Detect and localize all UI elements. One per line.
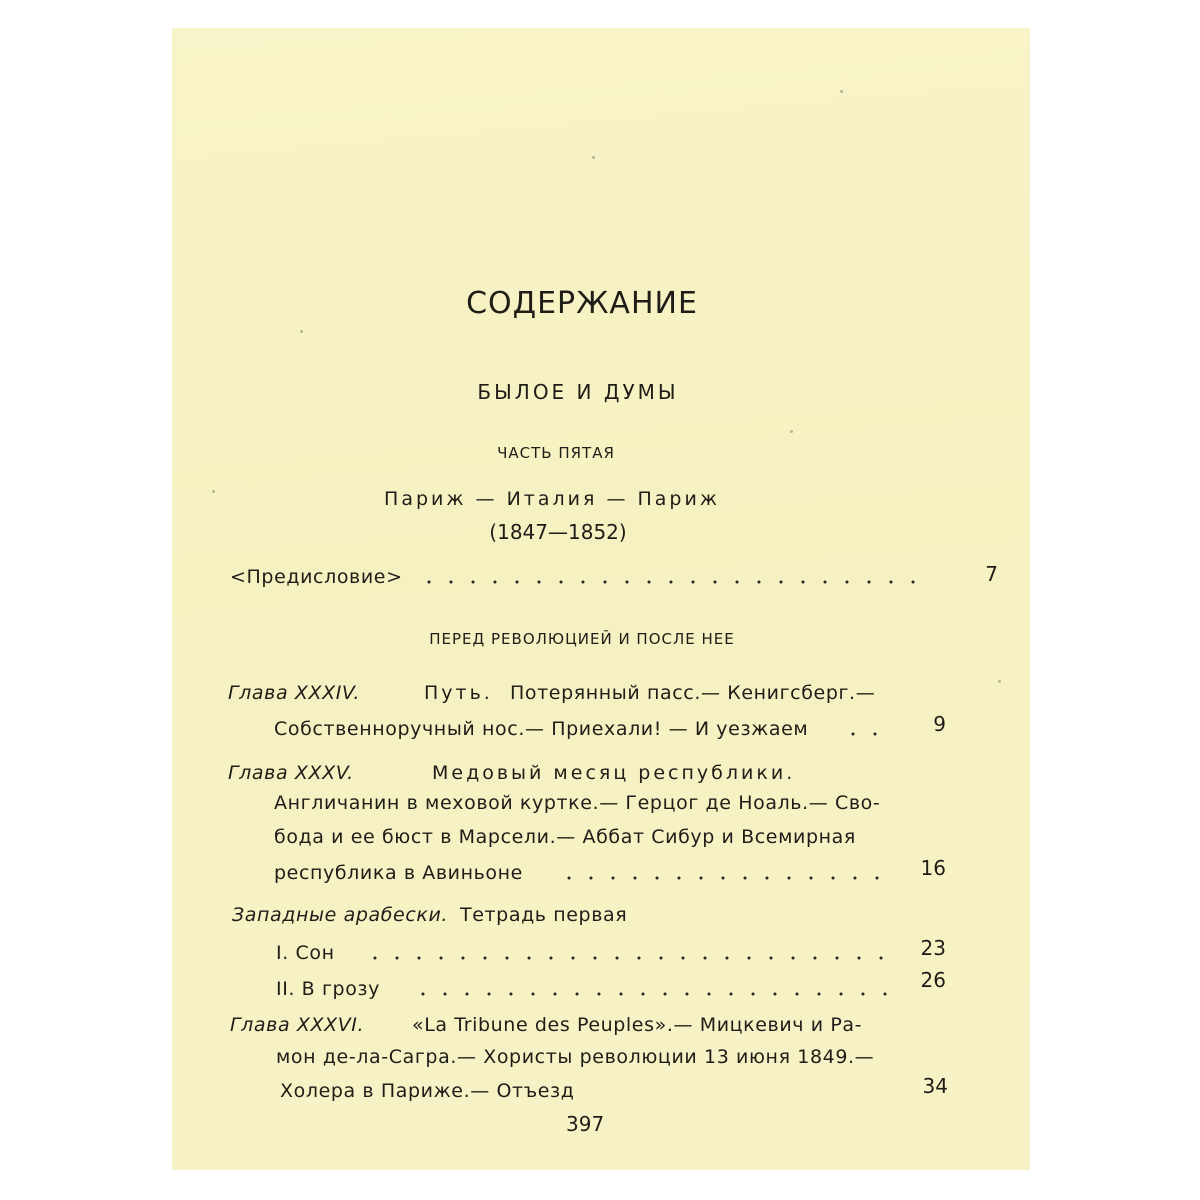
chapter-label: Глава XXXIV. <box>228 682 360 704</box>
toc-entry-arabesques[interactable] <box>232 904 932 928</box>
part-heading: ЧАСТЬ ПЯТАЯ <box>497 444 615 462</box>
chapter-label: Глава XXXV. <box>228 762 354 784</box>
chapter-title: Медовый месяц республики. <box>432 762 796 784</box>
toc-page-number: 34 <box>922 1074 948 1098</box>
leader-dots <box>412 992 890 996</box>
toc-entry-label: I. Сон <box>276 942 335 964</box>
toc-entry-label: <Предисловие> <box>230 566 403 588</box>
chapter-line-row <box>274 792 968 816</box>
leader-dots <box>842 732 890 736</box>
toc-page-number: 16 <box>920 856 946 880</box>
toc-subentry-son[interactable] <box>276 936 968 966</box>
chapter-line: бода и ее бюст в Марсели.— Аббат Сибур и Всемирная <box>274 826 856 848</box>
toc-page-number: 23 <box>920 936 946 960</box>
part-dates: (1847—1852) <box>489 520 627 544</box>
leader-dots <box>418 580 928 584</box>
chapter-line-row <box>276 1046 968 1070</box>
chapter-line: Англичанин в меховой куртке.— Герцог де Ноаль.— Сво- <box>274 792 881 814</box>
chapter-label: Глава XXXVI. <box>230 1014 365 1036</box>
chapter-line-row <box>274 826 968 850</box>
chapter-line: Потерянный пасс.— Кенигсберг.— <box>510 682 876 704</box>
toc-page-number: 7 <box>985 562 998 586</box>
toc-subentry-grozu[interactable] <box>276 968 968 1002</box>
chapter-line-row <box>280 1074 970 1104</box>
toc-page-number: 26 <box>920 968 946 992</box>
toc-entry-chapter-36[interactable] <box>230 1014 970 1038</box>
chapter-line: Холера в Париже.— Отъезд <box>280 1080 575 1102</box>
toc-entry-chapter-35[interactable] <box>228 762 968 786</box>
part-subtitle: Париж — Италия — Париж <box>384 488 720 510</box>
chapter-line: мон де-ла-Сагра.— Хористы революции 13 июня 1849.— <box>276 1046 875 1068</box>
toc-heading: СОДЕРЖАНИЕ <box>466 286 698 321</box>
toc-entry-chapter-34-cont <box>274 712 968 742</box>
toc-entry-label: II. В грозу <box>276 978 380 1000</box>
page-number: 397 <box>566 1112 605 1136</box>
chapter-label: Западные арабески. <box>232 904 449 926</box>
book-title: БЫЛОЕ И ДУМЫ <box>477 380 679 404</box>
section-heading: ПЕРЕД РЕВОЛЮЦИЕЙ И ПОСЛЕ НЕЕ <box>429 630 735 648</box>
chapter-line: республика в Авиньоне <box>274 862 523 884</box>
leader-dots <box>364 956 890 960</box>
toc-entry-preface[interactable] <box>230 562 998 590</box>
toc-page-number: 9 <box>933 712 946 736</box>
leader-dots <box>558 876 890 880</box>
chapter-line-row <box>274 856 968 886</box>
chapter-title: Путь. <box>424 682 493 704</box>
chapter-line: Тетрадь первая <box>460 904 628 926</box>
chapter-line: «La Tribune des Peuples».— Мицкевич и Ра- <box>412 1014 863 1036</box>
toc-entry-chapter-34[interactable] <box>228 682 968 706</box>
book-page <box>172 28 1030 1170</box>
chapter-line: Собственноручный нос.— Приехали! — И уезжаем <box>274 718 809 740</box>
